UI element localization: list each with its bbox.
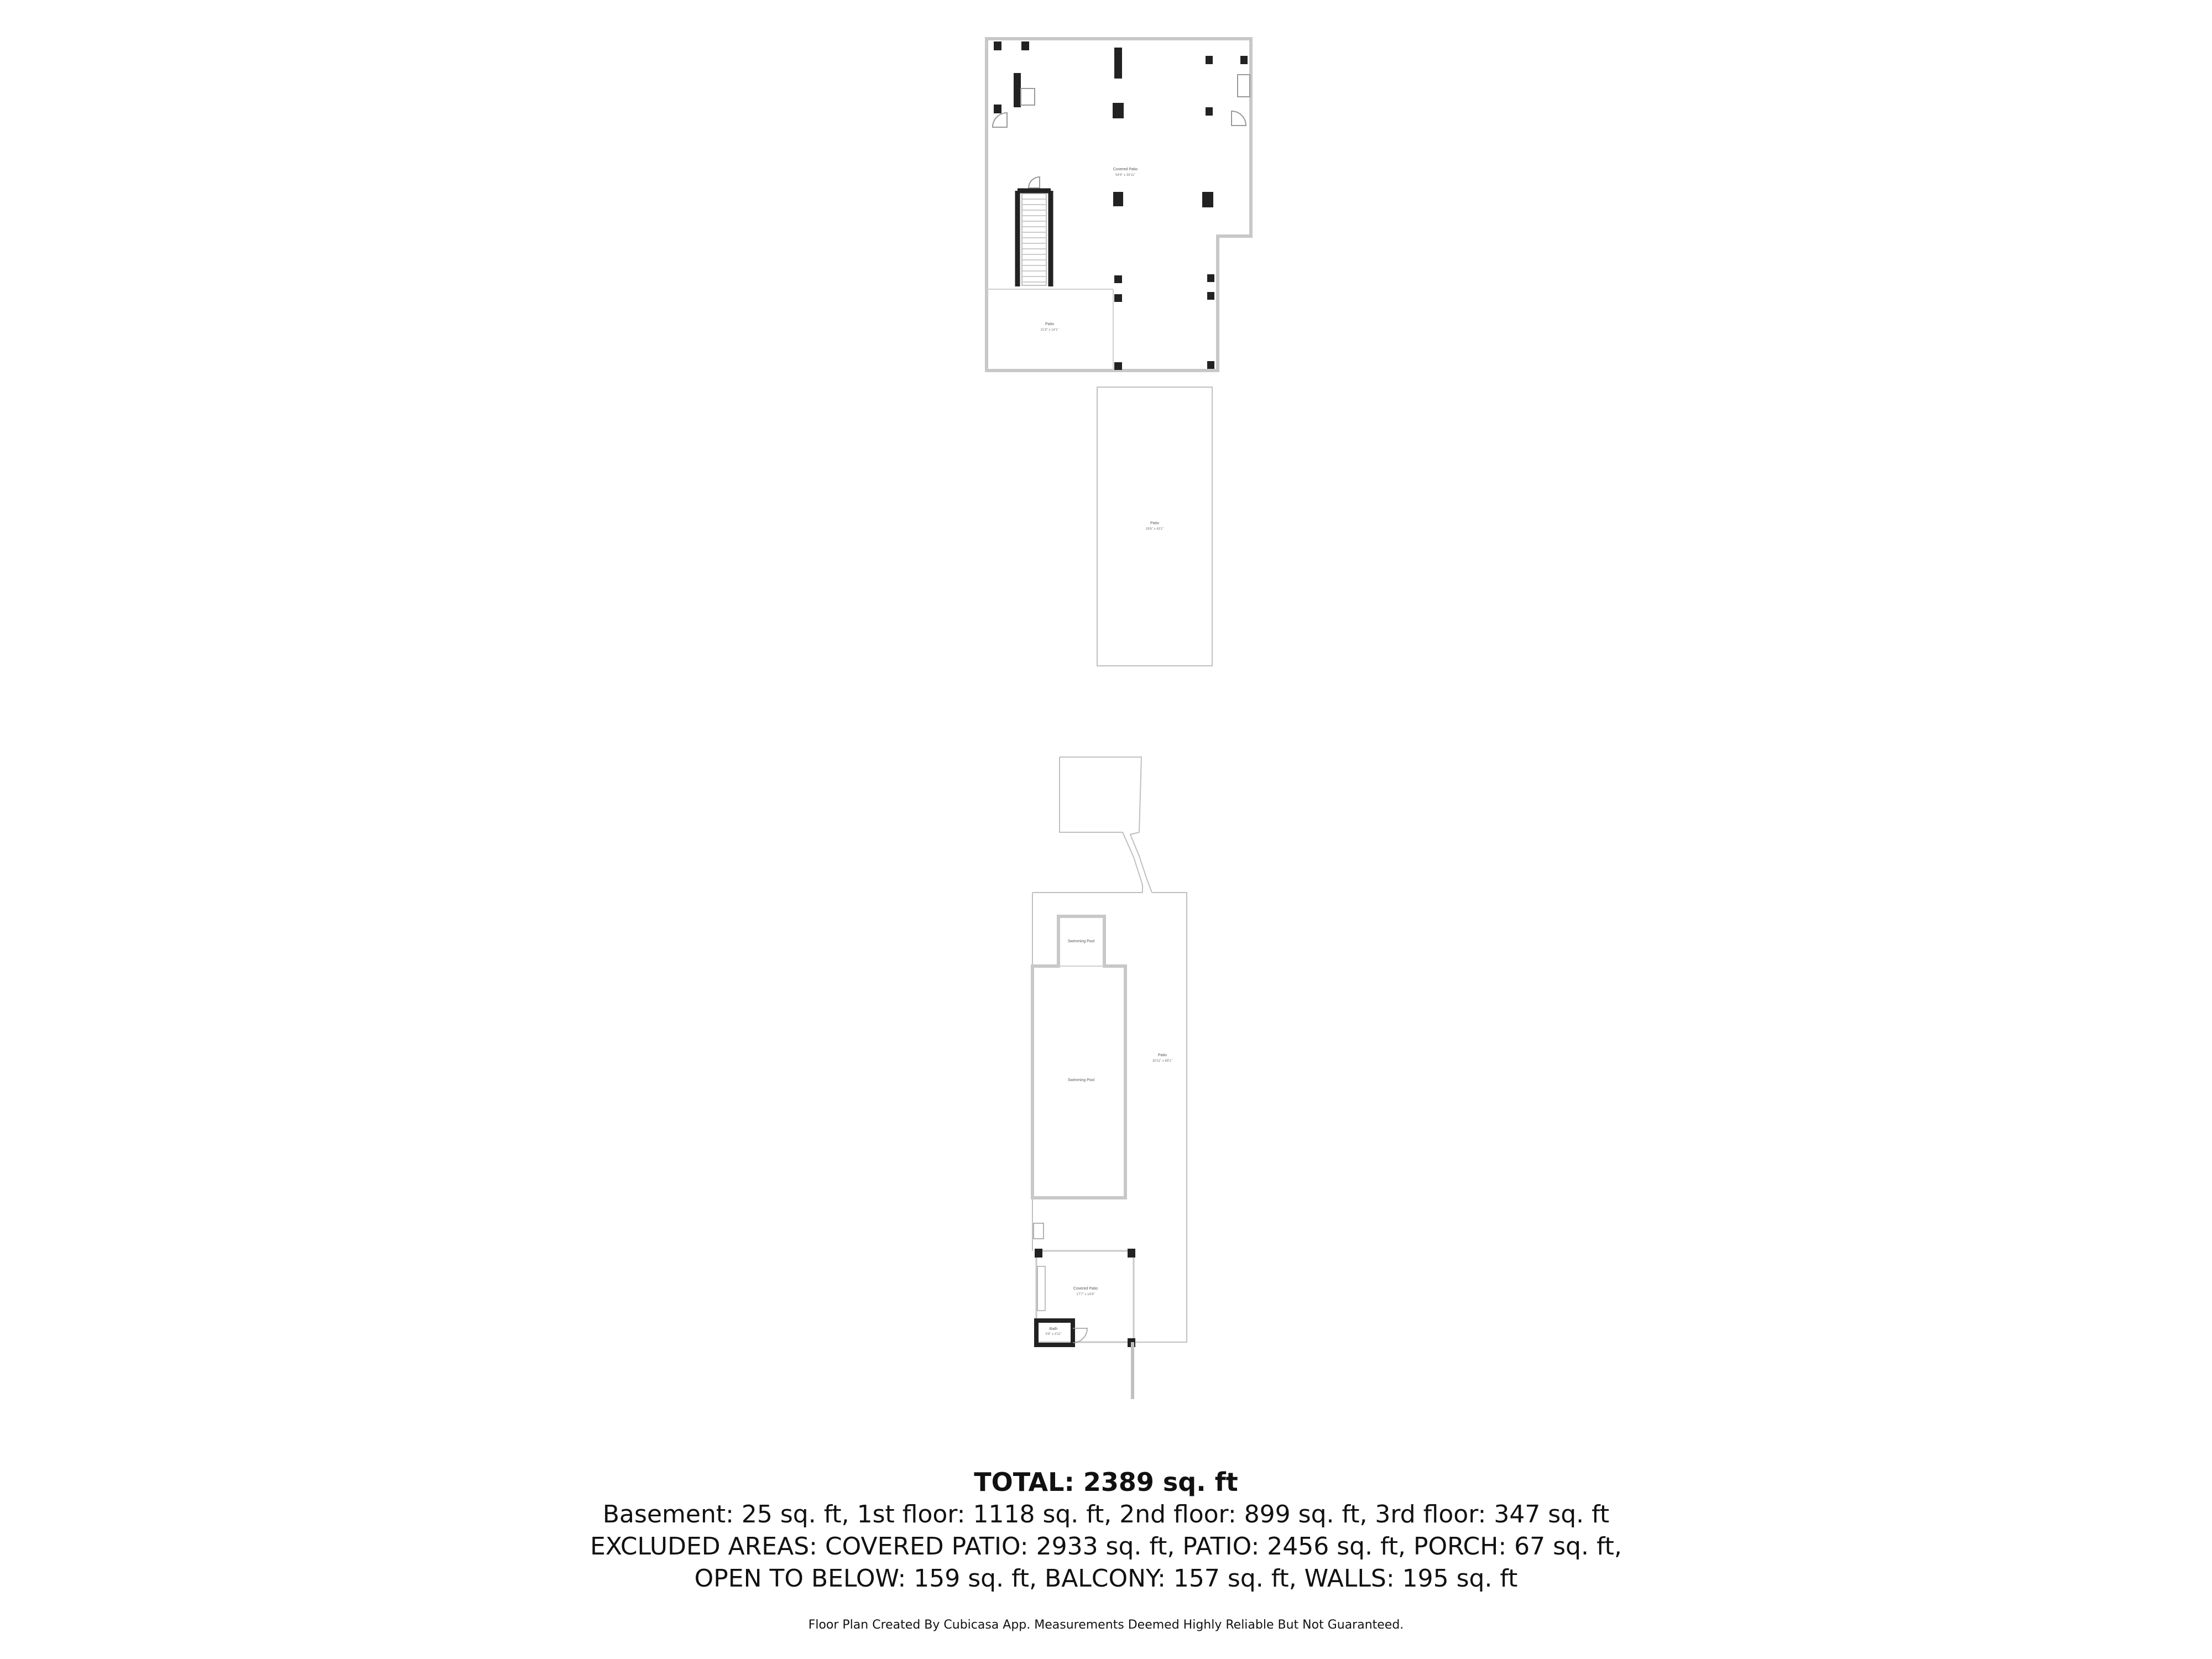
pillar (1202, 192, 1213, 207)
disclaimer: Floor Plan Created By Cubicasa App. Measurements Deemed Highly Reliable But Not Guaranteed. (808, 1618, 1404, 1632)
floor-areas: Basement: 25 sq. ft, 1st floor: 1118 sq. ft, 2nd floor: 899 sq. ft, 3rd floor: 347 sq. ft (602, 1500, 1610, 1528)
pillar (1207, 292, 1214, 300)
room-dimensions: 5'8" x 4'11" (1045, 1333, 1062, 1336)
pillar (1207, 361, 1214, 369)
pillar (994, 105, 1001, 113)
top-covered-patio-structure (987, 39, 1251, 371)
pillar (1206, 107, 1213, 116)
grill-icon (1014, 73, 1021, 107)
pillar (1114, 362, 1122, 370)
room-label: Patio (1045, 322, 1054, 326)
bottom-pool-area (1032, 757, 1187, 1399)
room-label: Swimming Pool (1067, 940, 1095, 943)
door-swing-icon (1029, 177, 1040, 188)
pillar (994, 41, 1001, 50)
pillar (1113, 103, 1124, 118)
room-dimensions: 21'8" x 14'1" (1040, 328, 1059, 332)
room-dimensions: 19'6" x 43'1" (1145, 528, 1164, 531)
staircase-icon (1018, 191, 1051, 286)
pillar (1114, 48, 1122, 79)
middle-patio-outline (1097, 387, 1212, 666)
pillar (1207, 274, 1214, 282)
pillar (1206, 56, 1213, 64)
pool-patio-outline (1032, 893, 1187, 1342)
middle-patio (1097, 387, 1212, 666)
excluded-areas-line-2: OPEN TO BELOW: 159 sq. ft, BALCONY: 157 sq. ft, WALLS: 195 sq. ft (694, 1564, 1518, 1593)
door-swing-icon (1232, 111, 1246, 126)
room-dimensions: 30'11" x 69'1" (1152, 1060, 1172, 1063)
area-summary (0, 1465, 2212, 1634)
pillar (1128, 1249, 1135, 1258)
pillar (1240, 56, 1248, 64)
pillar (1021, 41, 1029, 50)
counter-icon (1021, 88, 1035, 105)
pillar (1114, 275, 1122, 283)
upper-landing-outline (1060, 757, 1152, 893)
pillar (1113, 192, 1123, 206)
room-label: Patio (1150, 521, 1159, 525)
room-label: Patio (1158, 1053, 1167, 1057)
excluded-areas-line-1: EXCLUDED AREAS: COVERED PATIO: 2933 sq. ft, PATIO: 2456 sq. ft, PORCH: 67 sq. ft, (590, 1532, 1622, 1561)
appliance-icon (1238, 75, 1250, 97)
room-label: Covered Patio (1073, 1287, 1098, 1291)
pillar (1035, 1249, 1042, 1258)
room-dimensions: 54'6" x 34'11" (1115, 174, 1135, 177)
swimming-pool-outline (1032, 916, 1125, 1198)
counter-icon (1037, 1266, 1045, 1311)
room-label: Bath (1049, 1327, 1058, 1331)
total-area: TOTAL: 2389 sq. ft (974, 1467, 1238, 1497)
shelf-icon (1034, 1223, 1044, 1239)
room-label: Swimming Pool (1067, 1078, 1095, 1082)
room-label: Covered Patio (1113, 168, 1138, 171)
pillar (1114, 294, 1122, 302)
door-swing-icon (993, 113, 1007, 127)
room-dimensions: 17'7" x 14'9" (1076, 1293, 1095, 1296)
